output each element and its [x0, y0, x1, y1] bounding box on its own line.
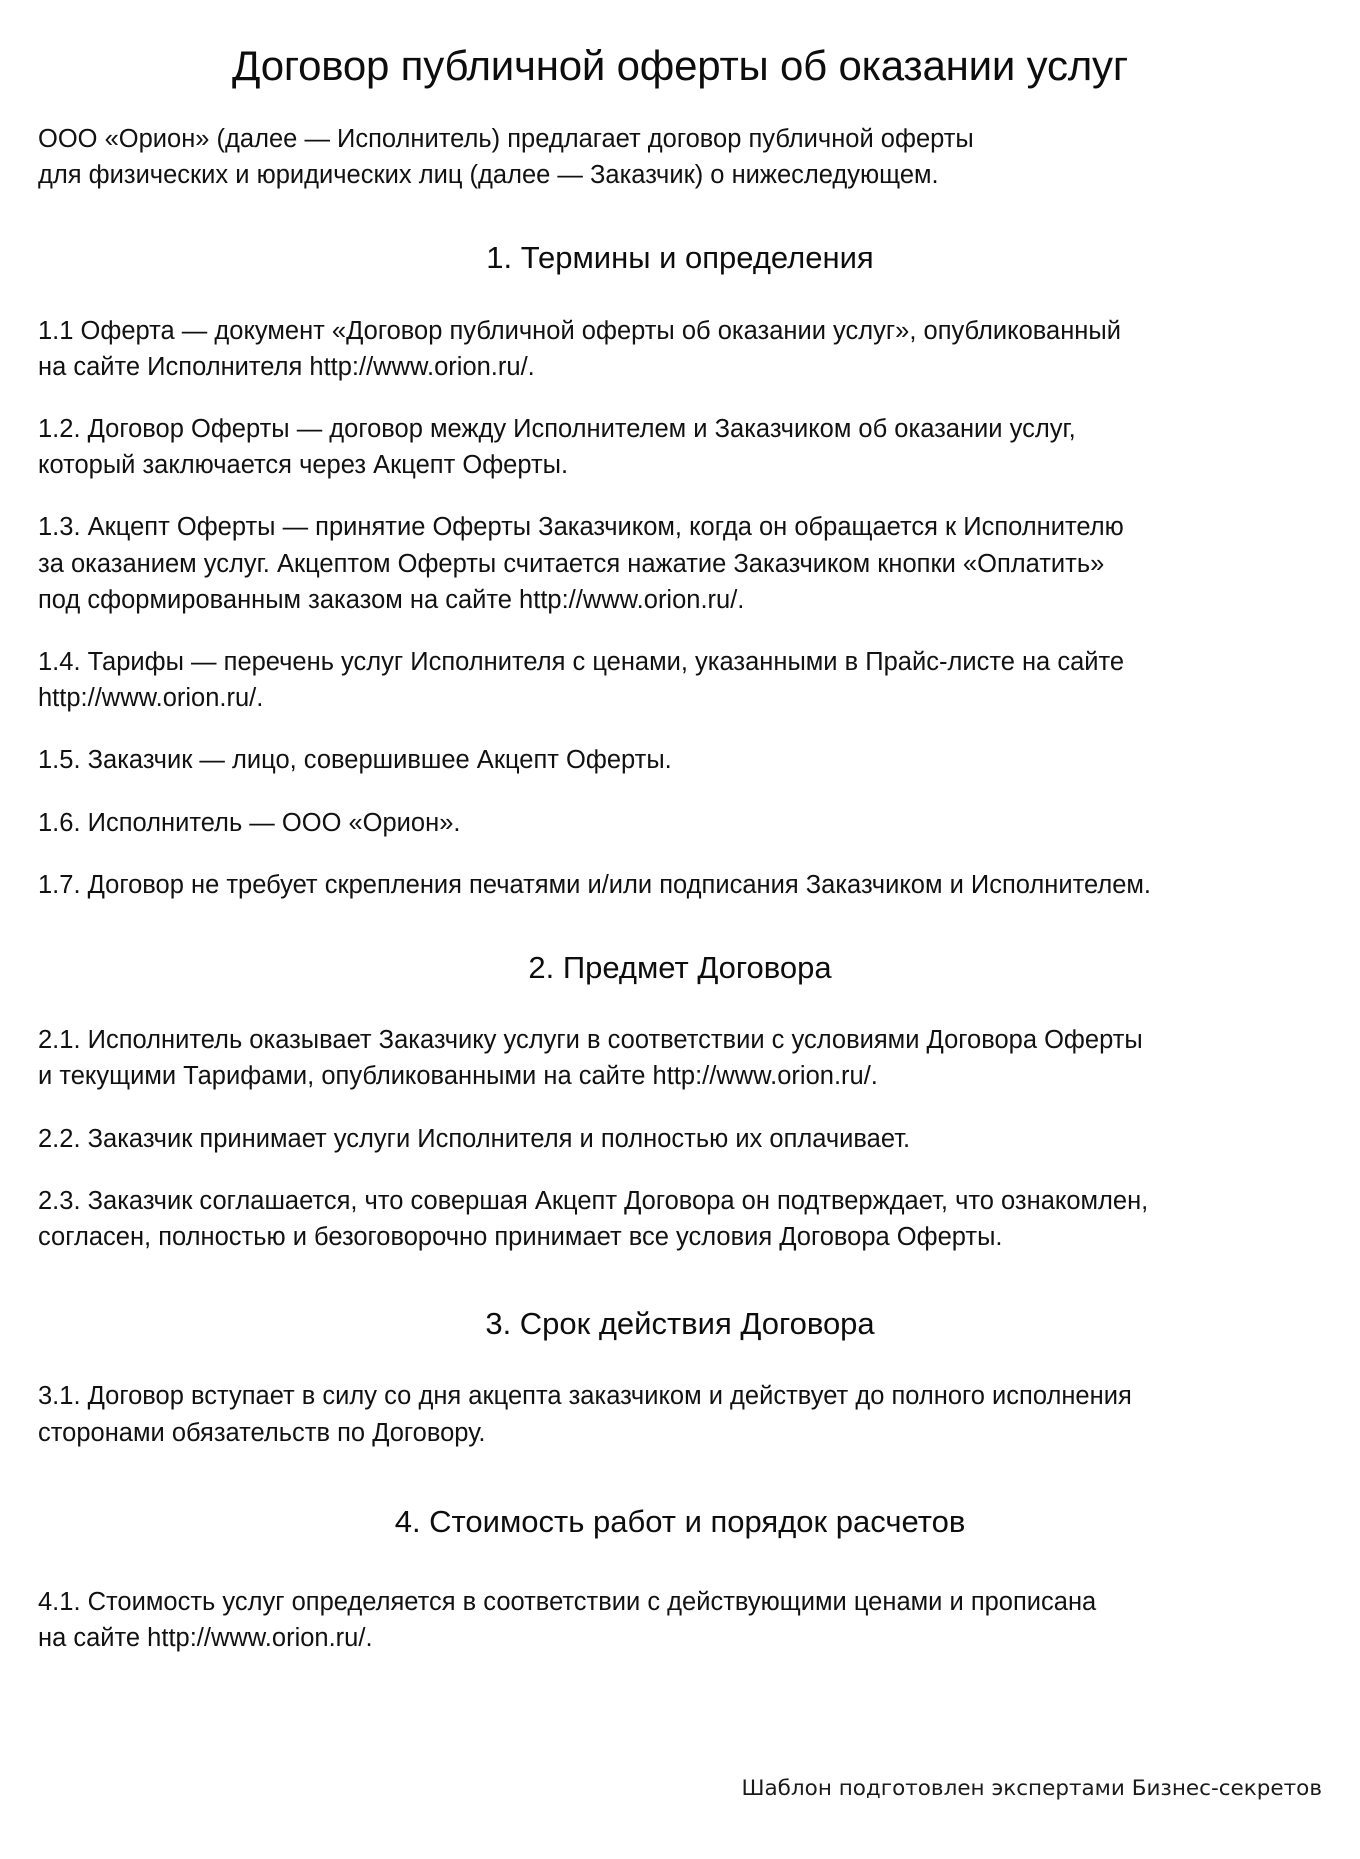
- page-title: Договор публичной оферты об оказании услуг: [232, 42, 1128, 89]
- clause-line: сторонами обязательств по Договору.: [38, 1418, 486, 1447]
- section-heading-3: 3. Срок действия Договора: [485, 1306, 875, 1342]
- clause-1-5: [38, 716, 1322, 778]
- clause-line: за оказанием услуг. Акцептом Оферты считается нажатие Заказчиком кнопки «Оплатить»: [38, 549, 1105, 578]
- clause-line: который заключается через Акцепт Оферты.: [38, 451, 569, 480]
- section-heading-2: 2. Предмет Договора: [528, 950, 832, 986]
- footer-credit: Шаблон подготовлен экспертами Бизнес-секретов: [741, 1776, 1322, 1802]
- clause-line: 2.2. Заказчик принимает услуги Исполнителя и полностью их оплачивает.: [38, 1124, 911, 1153]
- clause-line: 1.5. Заказчик — лицо, совершившее Акцепт Оферты.: [38, 746, 672, 775]
- clause-line: 3.1. Договор вступает в силу со дня акцепта заказчиком и действует до полного исполнения: [38, 1382, 1132, 1411]
- clause-1-2: [38, 385, 1322, 483]
- clause-2-2: [38, 1095, 1322, 1157]
- clause-line: 1.7. Договор не требует скрепления печатями и/или подписания Заказчиком и Исполнителем.: [38, 870, 1152, 899]
- clause-line: 2.3. Заказчик соглашается, что совершая Акцепт Договора он подтверждает, что ознакомлен,: [38, 1186, 1149, 1215]
- clause-line: 1.1 Оферта — документ «Договор публичной оферты об оказании услуг», опубликованный: [38, 316, 1121, 345]
- intro-paragraph: [38, 89, 1322, 193]
- section-heading-4: 4. Стоимость работ и порядок расчетов: [394, 1503, 966, 1539]
- clause-1-3: [38, 483, 1322, 618]
- clause-line: http://www.orion.ru/.: [38, 684, 264, 713]
- clause-line: 1.3. Акцепт Оферты — принятие Оферты Заказчиком, когда он обращается к Исполнителю: [38, 513, 1124, 542]
- clause-2-3: [38, 1157, 1322, 1255]
- clause-line: на сайте Исполнителя http://www.orion.ru/.: [38, 352, 535, 381]
- clause-1-6: [38, 779, 1322, 841]
- clause-line: на сайте http://www.orion.ru/.: [38, 1624, 373, 1653]
- clause-line: 4.1. Стоимость услуг определяется в соответствии с действующими ценами и прописана: [38, 1588, 1097, 1617]
- intro-line-2: для физических и юридических лиц (далее — Заказчик) о нижеследующем.: [38, 161, 939, 190]
- clause-line: согласен, полностью и безоговорочно принимает все условия Договора Оферты.: [38, 1223, 1003, 1252]
- clause-line: 1.2. Договор Оферты — договор между Исполнителем и Заказчиком об оказании услуг,: [38, 415, 1076, 444]
- clause-1-7: [38, 841, 1322, 903]
- clause-line: под сформированным заказом на сайте http://www.orion.ru/.: [38, 585, 745, 614]
- clause-line: и текущими Тарифами, опубликованными на сайте http://www.orion.ru/.: [38, 1062, 878, 1091]
- intro-line-1: ООО «Орион» (далее — Исполнитель) предлагает договор публичной оферты: [38, 125, 974, 154]
- document-body: [38, 0, 1322, 1656]
- clause-2-1: [38, 986, 1322, 1094]
- clause-3-1: [38, 1342, 1322, 1450]
- clause-line: 1.6. Исполнитель — ООО «Орион».: [38, 808, 461, 837]
- clause-1-1: [38, 277, 1322, 385]
- clause-line: 1.4. Тарифы — перечень услуг Исполнителя с ценами, указанными в Прайс-листе на сайте: [38, 648, 1125, 677]
- clause-line: 2.1. Исполнитель оказывает Заказчику услуги в соответствии с условиями Договора Оферты: [38, 1026, 1143, 1055]
- section-heading-1: 1. Термины и определения: [486, 240, 874, 276]
- clause-1-4: [38, 618, 1322, 716]
- clause-4-1: [38, 1540, 1322, 1656]
